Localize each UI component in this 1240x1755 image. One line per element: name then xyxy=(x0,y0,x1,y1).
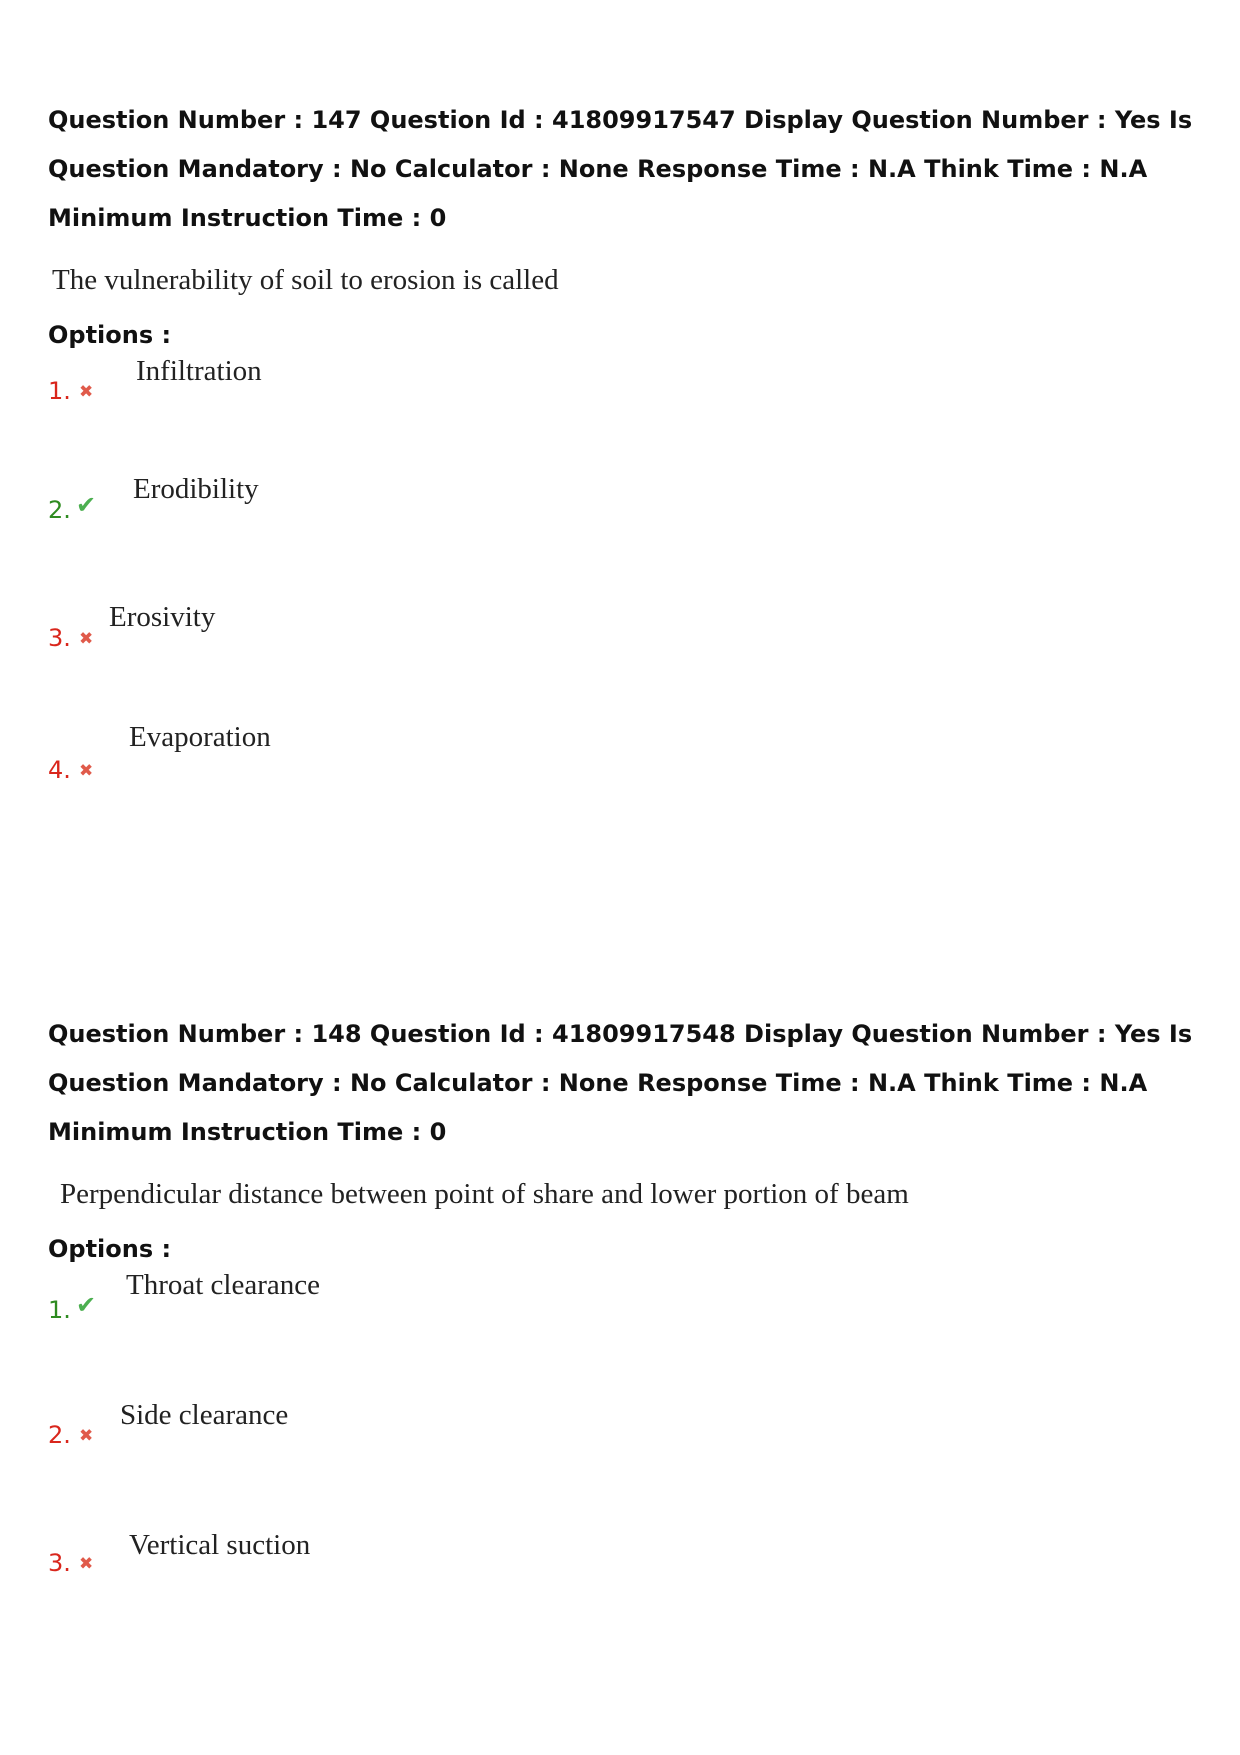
cross-icon: ✖ xyxy=(79,382,94,402)
option-3 xyxy=(48,1529,1208,1609)
option-1 xyxy=(48,1269,1208,1399)
option-number: 1. xyxy=(48,377,71,405)
question-text: The vulnerability of soil to erosion is called xyxy=(52,264,559,296)
check-icon: ✔ xyxy=(76,1291,97,1319)
option-text: Evaporation xyxy=(129,721,271,753)
option-number: 4. xyxy=(48,756,71,784)
option-text: Side clearance xyxy=(120,1399,289,1431)
options-label: Options : xyxy=(48,1235,172,1263)
cross-icon: ✖ xyxy=(79,629,94,649)
option-2 xyxy=(48,1399,1208,1529)
option-number: 3. xyxy=(48,624,71,652)
question-meta: Question Number : 147 Question Id : 41809917547 Display Question Number : Yes Is Question Mandatory : No Calculator : None Response Time : N.A Think Time : N.A Minimum Instruction Time : 0 xyxy=(48,106,1193,232)
option-2 xyxy=(48,473,1208,601)
question-meta: Question Number : 148 Question Id : 41809917548 Display Question Number : Yes Is Question Mandatory : No Calculator : None Response Time : N.A Think Time : N.A Minimum Instruction Time : 0 xyxy=(48,1020,1193,1146)
option-number: 2. xyxy=(48,1421,71,1449)
option-number: 2. xyxy=(48,496,71,524)
option-text: Erodibility xyxy=(133,473,259,505)
question-text: Perpendicular distance between point of share and lower portion of beam xyxy=(60,1178,909,1210)
cross-icon: ✖ xyxy=(79,761,94,781)
option-text: Throat clearance xyxy=(126,1269,320,1301)
option-number: 1. xyxy=(48,1296,71,1324)
options-label: Options : xyxy=(48,321,172,349)
option-number: 3. xyxy=(48,1549,71,1577)
option-text: Vertical suction xyxy=(129,1529,311,1561)
option-1 xyxy=(48,355,1208,473)
option-3 xyxy=(48,601,1208,721)
option-4 xyxy=(48,721,1208,801)
question-148 xyxy=(48,1010,1208,1609)
check-icon: ✔ xyxy=(76,491,97,519)
option-text: Infiltration xyxy=(136,355,262,387)
question-147 xyxy=(48,96,1208,801)
option-text: Erosivity xyxy=(109,601,216,633)
cross-icon: ✖ xyxy=(79,1426,94,1446)
cross-icon: ✖ xyxy=(79,1554,94,1574)
